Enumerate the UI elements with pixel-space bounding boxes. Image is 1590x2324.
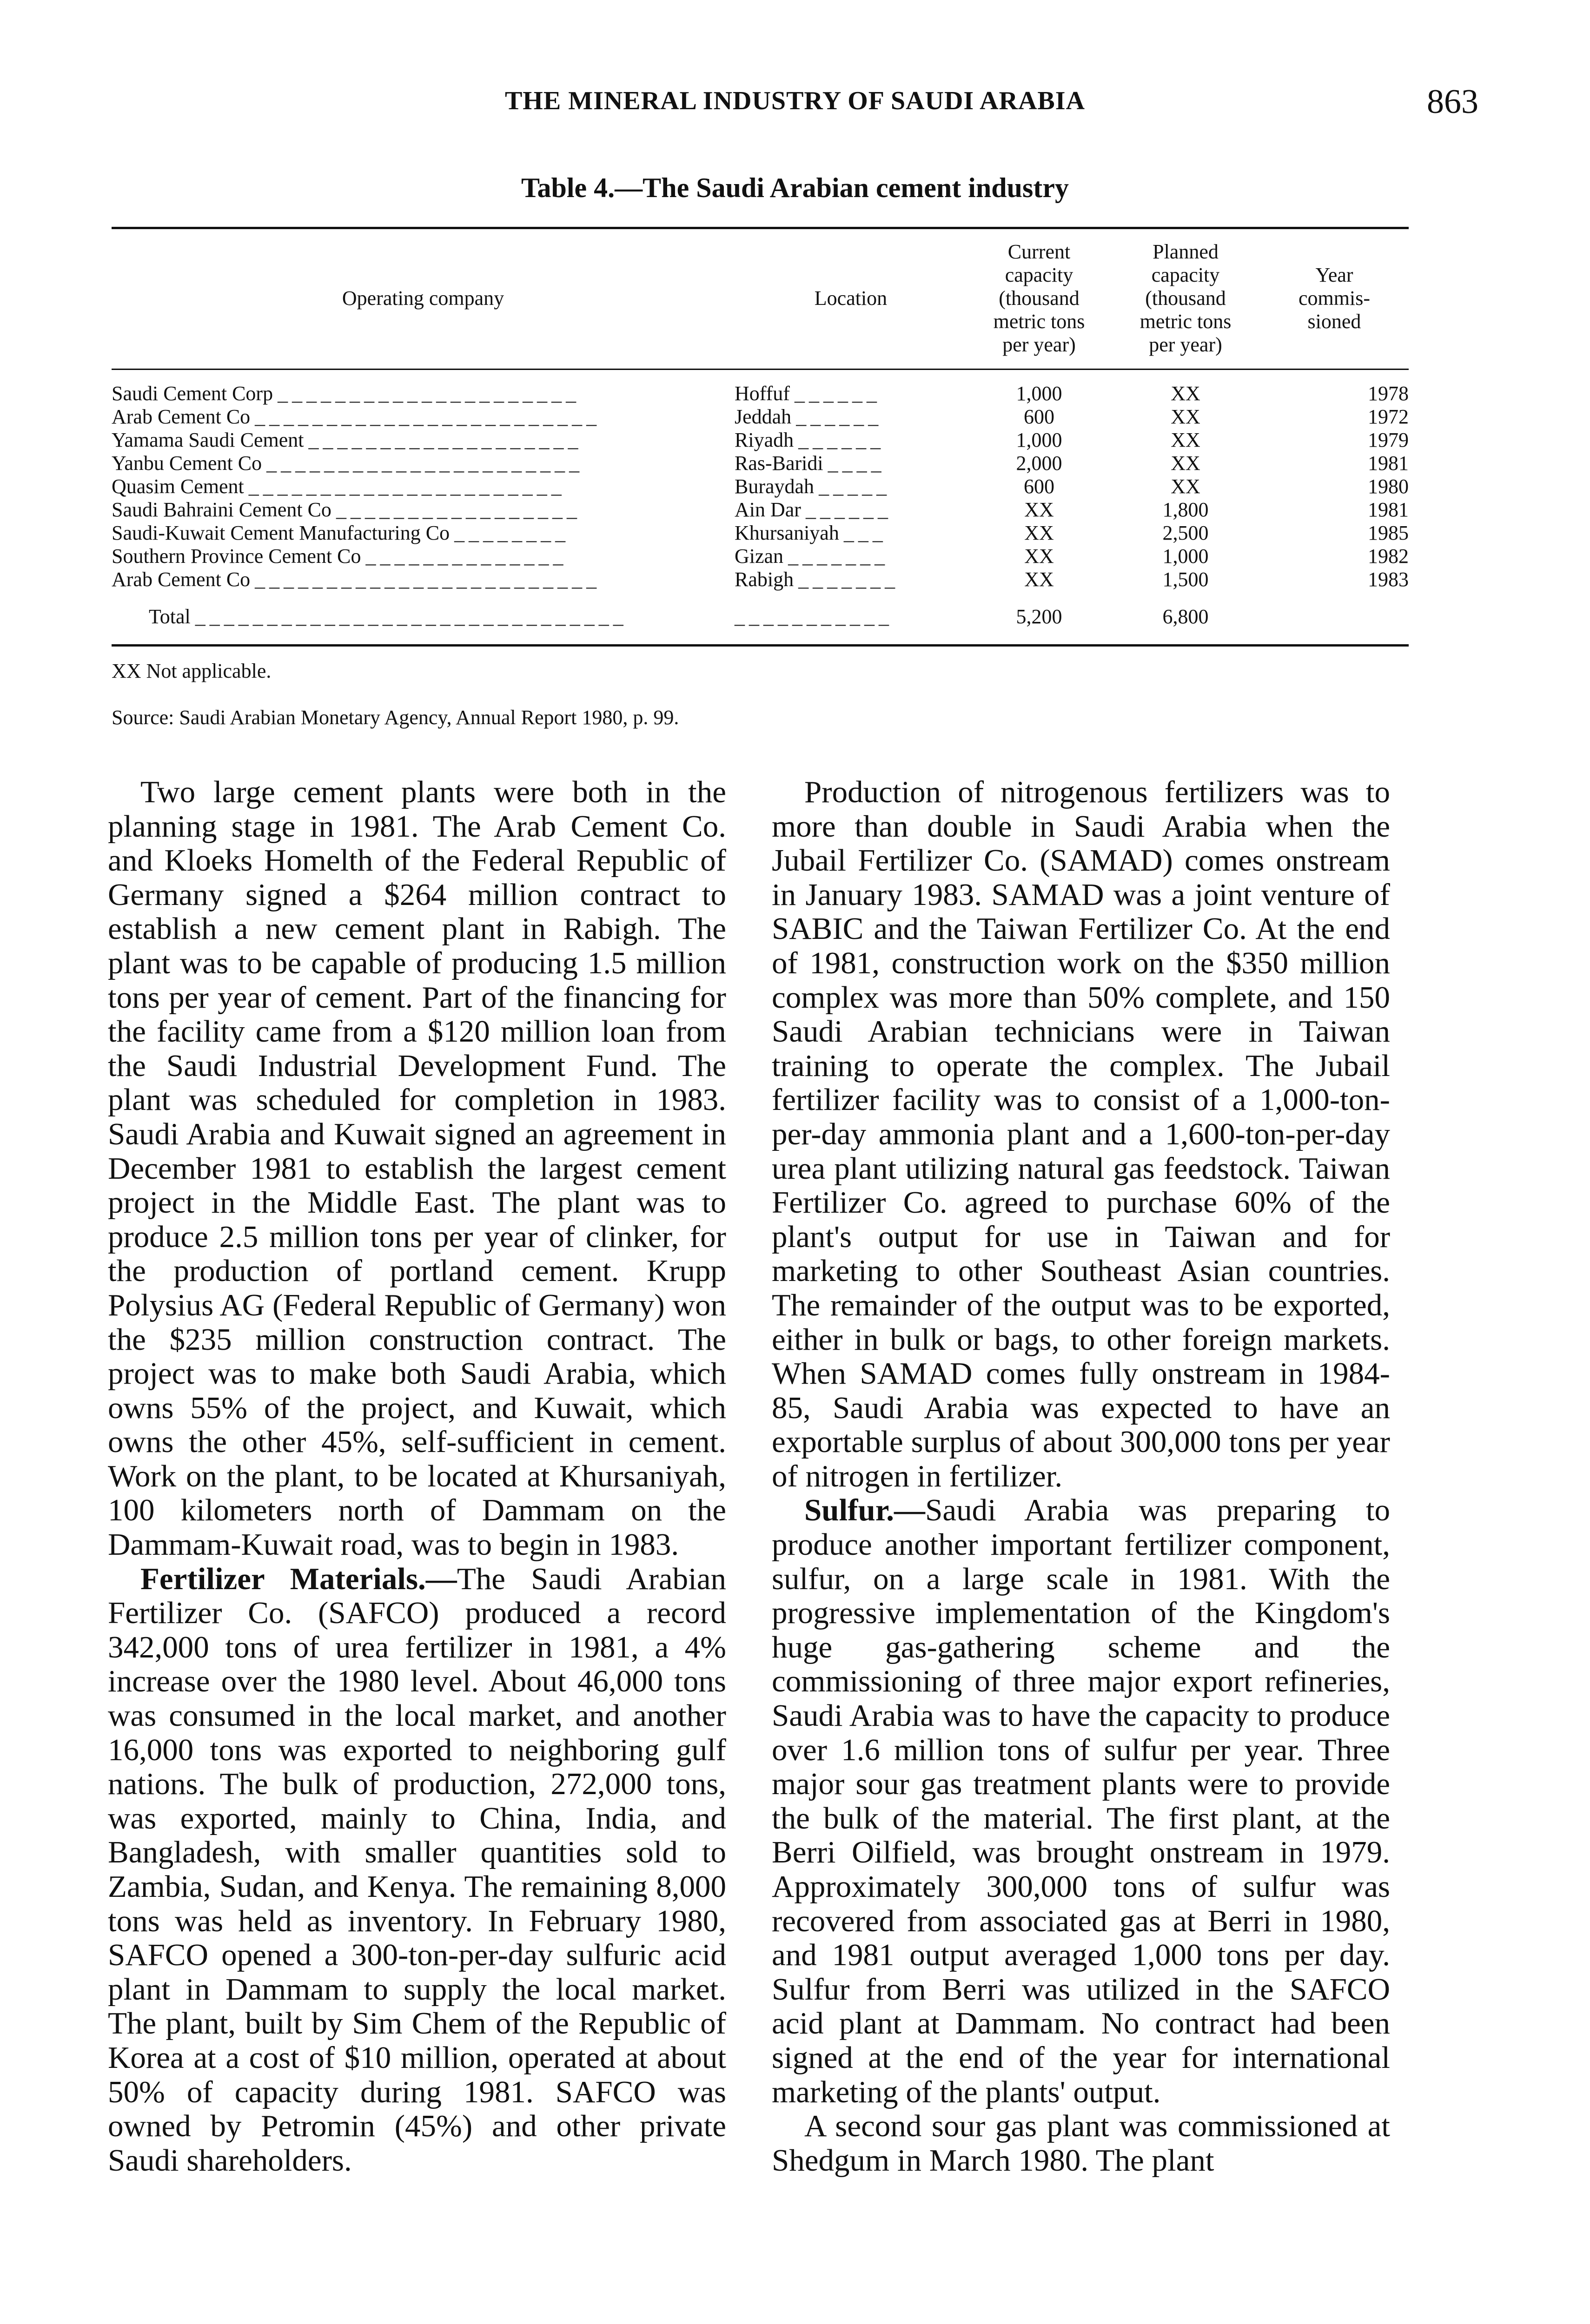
paragraph bbox=[772, 1493, 1390, 2109]
company-name: Yanbu Cement Co bbox=[112, 452, 262, 475]
location-name: Khursaniyah bbox=[735, 522, 839, 544]
col-header-location: Location bbox=[735, 228, 967, 370]
col-header-line: metric tons bbox=[993, 310, 1085, 333]
cell-current: XX bbox=[1024, 545, 1054, 568]
location-name: Gizan bbox=[735, 545, 784, 568]
cell-company: Saudi Bahraini Cement Co _ _ _ _ _ _ _ _ _ _ _ _ _ _ _ _ _ bbox=[112, 498, 576, 521]
col-header-line: per year) bbox=[1002, 333, 1076, 356]
col-header-line: capacity bbox=[1005, 264, 1073, 286]
table-row bbox=[112, 452, 1409, 475]
paragraph-text: The Saudi Arabian Fertilizer Co. (SAFCO) produced a record 342,000 tons of urea fertilizer in 1981, a 4% increase over the 1980 level. About 46,000 tons was consumed in the local market, and another 16,000 tons was exported to neighboring gulf nations. The bulk of production, 272,000 tons, was exported, mainly to China, India, and Bangladesh, with smaller quantities sold to Zambia, Sudan, and Kenya. The remaining 8,000 tons was held as inventory. In February 1980, SAFCO opened a 300-ton-per-day sulfuric acid plant in Dammam to supply the local market. The plant, built by Sim Chem of the Republic of Korea at a cost of $10 million, operated at about 50% of capacity during 1981. SAFCO was owned by Petromin (45%) and other private Saudi shareholders. bbox=[108, 1561, 727, 2178]
cell-current: 600 bbox=[1024, 405, 1054, 428]
cell-planned: XX bbox=[1171, 405, 1200, 428]
cell-current: XX bbox=[1024, 568, 1054, 591]
cell-year: 1981 bbox=[1368, 498, 1409, 521]
cell-planned: 1,000 bbox=[1162, 545, 1209, 568]
cell-year: 1980 bbox=[1368, 475, 1409, 498]
table-footnote-na: XX Not applicable. bbox=[112, 660, 272, 682]
cell-company: Saudi Cement Corp _ _ _ _ _ _ _ _ _ _ _ _ _ _ _ _ _ _ _ _ _ bbox=[112, 382, 576, 405]
table-row bbox=[112, 405, 1409, 429]
col-header-line: Current bbox=[1007, 240, 1071, 263]
body-column-right bbox=[772, 775, 1390, 2178]
company-name: Arab Cement Co bbox=[112, 405, 251, 428]
cell-location: Riyadh _ _ _ _ _ _ bbox=[735, 429, 881, 451]
cell-year: 1981 bbox=[1368, 452, 1409, 475]
table-title: Table 4.—The Saudi Arabian cement industry bbox=[521, 172, 1069, 203]
location-name: Jeddah bbox=[735, 405, 792, 428]
cell-location: Ain Dar _ _ _ _ _ _ bbox=[735, 498, 888, 521]
table-header-row bbox=[112, 228, 1409, 370]
table-total-row bbox=[112, 591, 1409, 646]
cell-location: Buraydah _ _ _ _ _ bbox=[735, 475, 887, 498]
table-row bbox=[112, 545, 1409, 568]
cell-company: Saudi-Kuwait Cement Manufacturing Co _ _ _ _ _ _ _ _ bbox=[112, 522, 565, 544]
paragraph: Two large cement plants were both in the planning stage in 1981. The Arab Cement Co. and Kloeks Homelth of the Federal Republic of Germany signed a $264 million contract to establish a new cement plant in Rabigh. The plant was to be capable of producing 1.5 million tons per year of cement. Part of the financing for the facility came from a $120 million loan from the Saudi Industrial Development Fund. The plant was scheduled for completion in 1983. Saudi Arabia and Kuwait signed an agreement in December 1981 to establish the largest cement project in the Middle East. The plant was to produce 2.5 million tons per year of clinker, for the production of portland cement. Krupp Polysius AG (Federal Republic of Germany) won the $235 million construction contract. The project was to make both Saudi Arabia, which owns 55% of the project, and Kuwait, which owns the other 45%, self-sufficient in cement. Work on the plant, to be located at Khursaniyah, 100 kilometers north of Dammam on the Dammam-Kuwait road, was to begin in 1983. bbox=[108, 775, 726, 1562]
table-row bbox=[112, 522, 1409, 545]
col-header-year bbox=[1260, 228, 1409, 370]
cell-planned: XX bbox=[1171, 452, 1200, 475]
location-name: Rabigh bbox=[735, 568, 794, 591]
cell-current: XX bbox=[1024, 522, 1054, 544]
body-column-left bbox=[108, 775, 726, 2178]
paragraph bbox=[108, 1562, 726, 2178]
paragraph: Production of nitrogenous fertilizers was to more than double in Saudi Arabia when the Jubail Fertilizer Co. (SAMAD) comes onstream in January 1983. SAMAD was a joint venture of SABIC and the Taiwan Fertilizer Co. At the end of 1981, construction work on the $350 million complex was more than 50% complete, and 150 Saudi Arabian technicians were in Taiwan training to operate the complex. The Jubail fertilizer facility was to consist of a 1,000-ton-per-day ammonia plant and a 1,600-ton-per-day urea plant utilizing natural gas feedstock. Taiwan Fertilizer Co. agreed to purchase 60% of the plant's output for use in Taiwan and for marketing to other Southeast Asian countries. The remainder of the output was to be exported, either in bulk or bags, to other foreign markets. When SAMAD comes fully onstream in 1984-85, Saudi Arabia was expected to have an exportable surplus of about 300,000 tons per year of nitrogen in fertilizer. bbox=[772, 775, 1390, 1493]
col-header-line: Year bbox=[1315, 264, 1353, 286]
cell-year: 1985 bbox=[1368, 522, 1409, 544]
cell-planned: XX bbox=[1171, 429, 1200, 451]
table-row bbox=[112, 475, 1409, 498]
journal-title: THE MINERAL INDUSTRY OF SAUDI ARABIA bbox=[504, 86, 1086, 115]
company-name: Saudi Cement Corp bbox=[112, 382, 273, 405]
cell-location: Rabigh _ _ _ _ _ _ _ bbox=[735, 568, 895, 591]
col-header-line: (thousand bbox=[1145, 287, 1226, 310]
col-header-line: sioned bbox=[1307, 310, 1361, 333]
cell-planned: XX bbox=[1171, 382, 1200, 405]
location-name: Ain Dar bbox=[735, 498, 801, 521]
cell-company: Arab Cement Co _ _ _ _ _ _ _ _ _ _ _ _ _ _ _ _ _ _ _ _ _ _ _ _ bbox=[112, 405, 596, 428]
cell-company: Arab Cement Co _ _ _ _ _ _ _ _ _ _ _ _ _ _ _ _ _ _ _ _ _ _ _ _ bbox=[112, 568, 596, 591]
col-header-line: (thousand bbox=[999, 287, 1080, 310]
cell-location: Gizan _ _ _ _ _ _ _ bbox=[735, 545, 885, 568]
cell-company: Quasim Cement _ _ _ _ _ _ _ _ _ _ _ _ _ _ _ _ _ _ _ _ _ _ bbox=[112, 475, 561, 498]
section-run-in-head: Sulfur.— bbox=[804, 1493, 926, 1528]
company-name: Quasim Cement bbox=[112, 475, 244, 498]
col-header-planned-capacity bbox=[1111, 228, 1260, 370]
paragraph: A second sour gas plant was commissioned at Shedgum in March 1980. The plant bbox=[772, 2109, 1390, 2178]
table-source-note: Source: Saudi Arabian Monetary Agency, Annual Report 1980, p. 99. bbox=[112, 706, 679, 729]
cell-current: 600 bbox=[1024, 475, 1054, 498]
section-run-in-head: Fertilizer Materials.— bbox=[140, 1561, 457, 1596]
cell-company: Yamama Saudi Cement _ _ _ _ _ _ _ _ _ _ _ _ _ _ _ _ _ _ _ bbox=[112, 429, 578, 451]
cell-company: Yanbu Cement Co _ _ _ _ _ _ _ _ _ _ _ _ _ _ _ _ _ _ _ _ _ _ bbox=[112, 452, 579, 475]
location-name: Buraydah bbox=[735, 475, 815, 498]
table-row bbox=[112, 370, 1409, 406]
cell-location: Khursaniyah _ _ _ bbox=[735, 522, 882, 544]
cell-location: Ras-Baridi _ _ _ _ bbox=[735, 452, 881, 475]
cell-year bbox=[1260, 591, 1409, 646]
company-name: Southern Province Cement Co bbox=[112, 545, 361, 568]
cell-total-current: 5,200 bbox=[967, 591, 1111, 646]
cell-planned: 1,800 bbox=[1162, 498, 1209, 521]
cell-year: 1979 bbox=[1368, 429, 1409, 451]
col-header-line: metric tons bbox=[1140, 310, 1232, 333]
paragraph-text: Saudi Arabia was preparing to produce another important fertilizer component, sulfur, on a large scale in 1981. With the progressive implementation of the Kingdom's huge gas-gathering scheme and the commissioning of three major export refineries, Saudi Arabia was to have the capacity to produce over 1.6 million tons of sulfur per year. Three major sour gas treatment plants were to provide the bulk of the material. The first plant, at the Berri Oilfield, was brought onstream in 1979. Approximately 300,000 tons of sulfur was recovered from associated gas at Berri in 1980, and 1981 output averaged 1,000 tons per day. Sulfur from Berri was utilized in the SAFCO acid plant at Dammam. No contract had been signed at the end of the year for international marketing of the plants' output. bbox=[772, 1493, 1390, 2109]
total-label: Total bbox=[149, 605, 191, 628]
col-header-line: Planned bbox=[1153, 240, 1219, 263]
cell-total-planned: 6,800 bbox=[1111, 591, 1260, 646]
running-head bbox=[112, 83, 1478, 128]
location-name: Hoffuf bbox=[735, 382, 790, 405]
cell-total-label: Total _ _ _ _ _ _ _ _ _ _ _ _ _ _ _ _ _ _ _ _ _ _ _ _ _ _ _ _ _ _ bbox=[112, 591, 735, 646]
cell-current: 1,000 bbox=[1016, 382, 1062, 405]
cell-current: 1,000 bbox=[1016, 429, 1062, 451]
company-name: Saudi-Kuwait Cement Manufacturing Co bbox=[112, 522, 450, 544]
cell-year: 1983 bbox=[1368, 568, 1409, 591]
location-name: Riyadh bbox=[735, 429, 794, 451]
cell-current: XX bbox=[1024, 498, 1054, 521]
cell-company: Southern Province Cement Co _ _ _ _ _ _ _ _ _ _ _ _ _ _ bbox=[112, 545, 563, 568]
cell-location: Jeddah _ _ _ _ _ _ bbox=[735, 405, 878, 428]
cell-location: _ _ _ _ _ _ _ _ _ _ _ bbox=[735, 591, 967, 646]
col-header-line: per year) bbox=[1149, 333, 1222, 356]
cell-location: Hoffuf _ _ _ _ _ _ bbox=[735, 382, 876, 405]
cell-year: 1972 bbox=[1368, 405, 1409, 428]
company-name: Yamama Saudi Cement bbox=[112, 429, 304, 451]
col-header-current-capacity bbox=[967, 228, 1111, 370]
table-row bbox=[112, 429, 1409, 452]
col-header-company: Operating company bbox=[112, 228, 735, 370]
table-row bbox=[112, 498, 1409, 522]
col-header-line: commis- bbox=[1298, 287, 1370, 310]
table-row bbox=[112, 568, 1409, 591]
cell-planned: XX bbox=[1171, 475, 1200, 498]
company-name: Saudi Bahraini Cement Co bbox=[112, 498, 331, 521]
cell-year: 1982 bbox=[1368, 545, 1409, 568]
location-name: Ras-Baridi bbox=[735, 452, 823, 475]
cell-planned: 1,500 bbox=[1162, 568, 1209, 591]
cell-year: 1978 bbox=[1368, 382, 1409, 405]
cell-current: 2,000 bbox=[1016, 452, 1062, 475]
col-header-line: capacity bbox=[1151, 264, 1220, 286]
page-number: 863 bbox=[1427, 83, 1478, 121]
company-name: Arab Cement Co bbox=[112, 568, 251, 591]
cell-planned: 2,500 bbox=[1162, 522, 1209, 544]
cement-table bbox=[112, 227, 1409, 647]
